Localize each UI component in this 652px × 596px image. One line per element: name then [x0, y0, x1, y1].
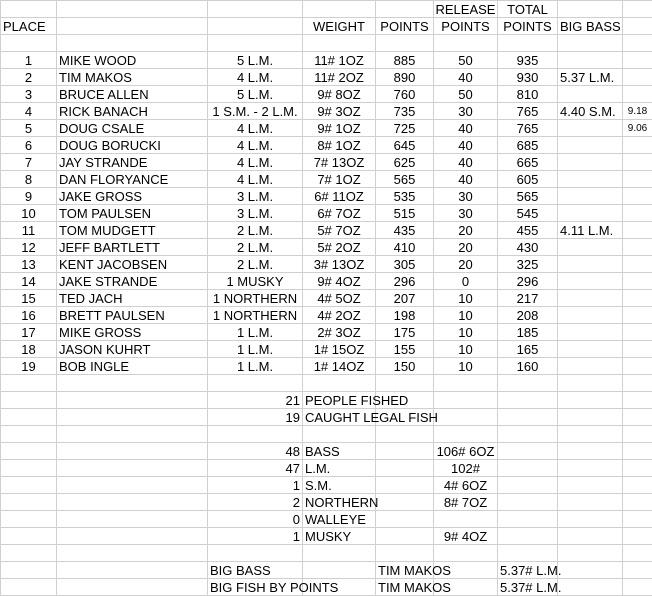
points-cell: 150 — [393, 359, 416, 374]
weight-cell: 9# 8OZ — [317, 87, 361, 102]
fish-count: 1 S.M. - 2 L.M. — [212, 104, 298, 119]
place-cell: 16 — [21, 308, 36, 323]
weight-cell: 7# 1OZ — [317, 172, 361, 187]
points-cell: 645 — [393, 138, 416, 153]
release-points-cell: 10 — [458, 325, 473, 340]
total-points-cell: 185 — [516, 325, 539, 340]
release-points-cell: 20 — [458, 240, 473, 255]
award-label: BIG BASS — [210, 563, 271, 578]
total-points-cell: 430 — [516, 240, 539, 255]
fish-count: 4 L.M. — [236, 138, 274, 153]
angler-name: JAKE GROSS — [59, 189, 143, 204]
weight-cell: 1# 15OZ — [313, 342, 365, 357]
header-place: PLACE — [3, 19, 46, 34]
total-points-cell: 930 — [516, 70, 539, 85]
header-weight: WEIGHT — [313, 19, 365, 34]
place-cell: 7 — [24, 155, 33, 170]
weight-cell: 2# 3OZ — [317, 325, 361, 340]
species-label: BASS — [305, 444, 340, 459]
angler-name: JEFF BARTLETT — [59, 240, 160, 255]
total-points-cell: 565 — [516, 189, 539, 204]
angler-name: BRUCE ALLEN — [59, 87, 149, 102]
total-points-cell: 765 — [516, 121, 539, 136]
fish-count: 3 L.M. — [236, 189, 274, 204]
weight-cell: 11# 1OZ — [314, 53, 364, 68]
fish-count: 1 MUSKY — [226, 274, 284, 289]
weight-cell: 1# 14OZ — [313, 359, 365, 374]
species-weight: 9# 4OZ — [443, 529, 488, 544]
angler-name: JAY STRANDE — [59, 155, 148, 170]
points-cell: 735 — [393, 104, 416, 119]
points-cell: 175 — [393, 325, 416, 340]
total-points-cell: 685 — [516, 138, 539, 153]
points-cell: 435 — [393, 223, 416, 238]
weight-cell: 4# 5OZ — [317, 291, 361, 306]
release-points-cell: 50 — [458, 53, 473, 68]
total-points-cell: 935 — [516, 53, 539, 68]
fish-count: 2 L.M. — [236, 257, 274, 272]
fish-count: 1 NORTHERN — [212, 291, 298, 306]
fish-count: 1 NORTHERN — [212, 308, 298, 323]
weight-cell: 11# 2OZ — [314, 70, 364, 85]
place-cell: 17 — [21, 325, 36, 340]
species-label: L.M. — [305, 461, 331, 476]
total-points-cell: 325 — [516, 257, 539, 272]
total-points-cell: 165 — [516, 342, 539, 357]
species-weight: 4# 6OZ — [443, 478, 488, 493]
summary-count: 19 — [285, 410, 300, 425]
release-points-cell: 40 — [458, 121, 473, 136]
place-cell: 18 — [21, 342, 36, 357]
species-count: 47 — [285, 461, 300, 476]
weight-cell: 4# 2OZ — [317, 308, 361, 323]
angler-name: JASON KUHRT — [59, 342, 151, 357]
place-cell: 8 — [24, 172, 33, 187]
release-points-cell: 0 — [461, 274, 470, 289]
fish-count: 1 L.M. — [236, 359, 274, 374]
award-winner: TIM MAKOS — [378, 580, 451, 595]
total-points-cell: 765 — [516, 104, 539, 119]
place-cell: 1 — [24, 53, 33, 68]
points-cell: 155 — [393, 342, 416, 357]
angler-name: TOM PAULSEN — [59, 206, 151, 221]
header-total: TOTAL — [507, 2, 548, 17]
release-points-cell: 40 — [458, 172, 473, 187]
place-cell: 6 — [24, 138, 33, 153]
total-points-cell: 665 — [516, 155, 539, 170]
weight-cell: 6# 11OZ — [314, 189, 364, 204]
angler-name: TED JACH — [59, 291, 123, 306]
species-count: 48 — [285, 444, 300, 459]
place-cell: 2 — [24, 70, 33, 85]
points-cell: 296 — [393, 274, 416, 289]
points-cell: 535 — [393, 189, 416, 204]
release-points-cell: 20 — [458, 257, 473, 272]
weight-cell: 5# 7OZ — [317, 223, 361, 238]
place-cell: 19 — [21, 359, 36, 374]
release-points-cell: 20 — [458, 223, 473, 238]
points-cell: 760 — [393, 87, 416, 102]
release-points-cell: 40 — [458, 138, 473, 153]
species-label: NORTHERN — [305, 495, 379, 510]
angler-name: MIKE WOOD — [59, 53, 137, 68]
release-points-cell: 30 — [458, 206, 473, 221]
award-label: BIG FISH BY POINTS — [210, 580, 339, 595]
weight-cell: 9# 4OZ — [317, 274, 361, 289]
place-cell: 4 — [24, 104, 33, 119]
weight-cell: 3# 13OZ — [313, 257, 365, 272]
angler-name: BOB INGLE — [59, 359, 130, 374]
points-cell: 515 — [393, 206, 416, 221]
award-value: 5.37# L.M. — [500, 580, 562, 595]
big-bass-cell: 4.11 L.M. — [560, 223, 614, 238]
angler-name: BRETT PAULSEN — [59, 308, 165, 323]
release-points-cell: 10 — [458, 291, 473, 306]
fish-count: 4 L.M. — [236, 155, 274, 170]
points-cell: 885 — [393, 53, 416, 68]
header-total-points: POINTS — [503, 19, 552, 34]
angler-name: DOUG CSALE — [59, 121, 145, 136]
fish-count: 4 L.M. — [236, 172, 274, 187]
fish-count: 5 L.M. — [236, 53, 274, 68]
extra-weight-cell: 9.18 — [627, 106, 648, 117]
species-count: 2 — [292, 495, 300, 510]
total-points-cell: 217 — [516, 291, 539, 306]
points-cell: 565 — [393, 172, 416, 187]
fish-count: 5 L.M. — [236, 87, 274, 102]
angler-name: DOUG BORUCKI — [59, 138, 161, 153]
place-cell: 14 — [21, 274, 36, 289]
total-points-cell: 208 — [516, 308, 539, 323]
points-cell: 410 — [393, 240, 416, 255]
place-cell: 10 — [21, 206, 36, 221]
points-cell: 890 — [393, 70, 416, 85]
angler-name: MIKE GROSS — [59, 325, 142, 340]
place-cell: 13 — [21, 257, 36, 272]
award-value: 5.37# L.M. — [500, 563, 562, 578]
weight-cell: 8# 1OZ — [317, 138, 361, 153]
angler-name: TOM MUDGETT — [59, 223, 156, 238]
summary-count: 21 — [285, 393, 300, 408]
angler-name: JAKE STRANDE — [59, 274, 158, 289]
fish-count: 1 L.M. — [236, 342, 274, 357]
total-points-cell: 160 — [516, 359, 539, 374]
species-label: MUSKY — [305, 529, 352, 544]
species-weight: 102# — [451, 461, 480, 476]
total-points-cell: 296 — [516, 274, 539, 289]
points-cell: 198 — [393, 308, 416, 323]
species-label: WALLEYE — [305, 512, 366, 527]
weight-cell: 6# 7OZ — [317, 206, 361, 221]
summary-label: CAUGHT LEGAL FISH — [305, 410, 438, 425]
big-bass-cell: 4.40 S.M. — [560, 104, 616, 119]
weight-cell: 7# 13OZ — [313, 155, 365, 170]
place-cell: 5 — [24, 121, 33, 136]
summary-label: PEOPLE FISHED — [305, 393, 409, 408]
total-points-cell: 455 — [516, 223, 539, 238]
fish-count: 1 L.M. — [236, 325, 274, 340]
extra-weight-cell: 9.06 — [627, 123, 648, 134]
release-points-cell: 10 — [458, 308, 473, 323]
place-cell: 12 — [21, 240, 36, 255]
points-cell: 725 — [393, 121, 416, 136]
release-points-cell: 50 — [458, 87, 473, 102]
big-bass-cell: 5.37 L.M. — [560, 70, 615, 85]
points-cell: 625 — [393, 155, 416, 170]
total-points-cell: 605 — [516, 172, 539, 187]
species-label: S.M. — [305, 478, 332, 493]
grid-line — [622, 0, 623, 595]
points-cell: 207 — [393, 291, 416, 306]
award-winner: TIM MAKOS — [378, 563, 451, 578]
total-points-cell: 810 — [516, 87, 539, 102]
angler-name: KENT JACOBSEN — [59, 257, 168, 272]
header-release: RELEASE — [435, 2, 496, 17]
release-points-cell: 10 — [458, 342, 473, 357]
weight-cell: 9# 3OZ — [317, 104, 361, 119]
species-weight: 8# 7OZ — [443, 495, 488, 510]
release-points-cell: 40 — [458, 155, 473, 170]
species-count: 1 — [292, 529, 300, 544]
angler-name: TIM MAKOS — [59, 70, 132, 85]
fish-count: 4 L.M. — [236, 70, 274, 85]
points-cell: 305 — [393, 257, 416, 272]
species-count: 1 — [292, 478, 300, 493]
angler-name: RICK BANACH — [59, 104, 148, 119]
species-count: 0 — [292, 512, 300, 527]
total-points-cell: 545 — [516, 206, 539, 221]
release-points-cell: 30 — [458, 189, 473, 204]
place-cell: 15 — [21, 291, 36, 306]
release-points-cell: 10 — [458, 359, 473, 374]
fish-count: 2 L.M. — [236, 223, 274, 238]
fish-count: 3 L.M. — [236, 206, 274, 221]
weight-cell: 9# 1OZ — [317, 121, 361, 136]
place-cell: 9 — [24, 189, 33, 204]
header-points: POINTS — [380, 19, 429, 34]
release-points-cell: 30 — [458, 104, 473, 119]
fish-count: 2 L.M. — [236, 240, 274, 255]
header-release-points: POINTS — [441, 19, 490, 34]
species-weight: 106# 6OZ — [436, 444, 495, 459]
header-big-bass: BIG BASS — [560, 19, 621, 34]
weight-cell: 5# 2OZ — [317, 240, 361, 255]
place-cell: 3 — [24, 87, 33, 102]
angler-name: DAN FLORYANCE — [59, 172, 169, 187]
place-cell: 11 — [21, 223, 36, 238]
grid-line — [557, 0, 558, 595]
release-points-cell: 40 — [458, 70, 473, 85]
fish-count: 4 L.M. — [236, 121, 274, 136]
